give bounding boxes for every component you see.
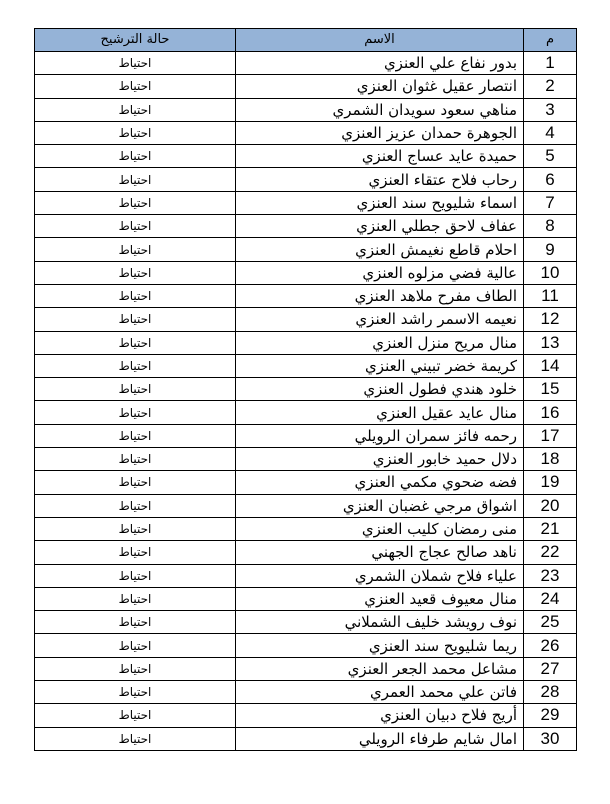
row-number: 4 <box>524 121 577 144</box>
row-number: 19 <box>524 471 577 494</box>
row-name: رحاب فلاح عتقاء العنزي <box>236 168 524 191</box>
row-number: 26 <box>524 634 577 657</box>
row-number: 24 <box>524 587 577 610</box>
row-number: 23 <box>524 564 577 587</box>
row-number: 29 <box>524 704 577 727</box>
table-row <box>35 121 577 144</box>
row-status: احتياط <box>35 238 236 261</box>
row-status: احتياط <box>35 145 236 168</box>
row-number: 16 <box>524 401 577 424</box>
row-name: عفاف لاحق جطلي العنزي <box>236 215 524 238</box>
table-row <box>35 494 577 517</box>
row-name: كريمة خضر تبيني العنزي <box>236 354 524 377</box>
row-status: احتياط <box>35 52 236 75</box>
header-name: الاسم <box>236 29 524 52</box>
row-name: فضه ضحوي مكمي العنزي <box>236 471 524 494</box>
table-row <box>35 52 577 75</box>
table-row <box>35 471 577 494</box>
table-row <box>35 541 577 564</box>
row-number: 12 <box>524 308 577 331</box>
table-row <box>35 238 577 261</box>
row-status: احتياط <box>35 215 236 238</box>
row-number: 14 <box>524 354 577 377</box>
row-name: مناهي سعود سويدان الشمري <box>236 98 524 121</box>
row-name: عالية فضي مزلوه العنزي <box>236 261 524 284</box>
table-row <box>35 564 577 587</box>
row-number: 21 <box>524 517 577 540</box>
table-row <box>35 308 577 331</box>
table-row <box>35 191 577 214</box>
row-number: 3 <box>524 98 577 121</box>
header-status: حالة الترشيح <box>35 29 236 52</box>
row-name: انتصار عقيل غثوان العنزي <box>236 75 524 98</box>
row-status: احتياط <box>35 587 236 610</box>
table-row <box>35 354 577 377</box>
table-row <box>35 215 577 238</box>
row-status: احتياط <box>35 308 236 331</box>
table-row <box>35 587 577 610</box>
row-status: احتياط <box>35 401 236 424</box>
row-name: رحمه فائز سمران الرويلي <box>236 424 524 447</box>
table-row <box>35 448 577 471</box>
table-row <box>35 634 577 657</box>
row-name: احلام قاطع نغيمش العنزي <box>236 238 524 261</box>
row-status: احتياط <box>35 681 236 704</box>
row-number: 17 <box>524 424 577 447</box>
candidates-table-wrapper <box>34 28 576 751</box>
row-number: 6 <box>524 168 577 191</box>
row-status: احتياط <box>35 657 236 680</box>
row-name: خلود هندي فطول العنزي <box>236 378 524 401</box>
row-name: الجوهرة حمدان عزيز العنزي <box>236 121 524 144</box>
row-number: 25 <box>524 611 577 634</box>
row-status: احتياط <box>35 471 236 494</box>
row-name: اشواق مرجي غضبان العنزي <box>236 494 524 517</box>
table-row <box>35 611 577 634</box>
table-row <box>35 657 577 680</box>
row-number: 27 <box>524 657 577 680</box>
row-status: احتياط <box>35 284 236 307</box>
table-row <box>35 75 577 98</box>
row-name: الطاف مفرح ملاهد العنزي <box>236 284 524 307</box>
row-status: احتياط <box>35 378 236 401</box>
row-number: 15 <box>524 378 577 401</box>
row-name: منال معيوف قعيد العنزي <box>236 587 524 610</box>
table-row <box>35 378 577 401</box>
table-row <box>35 261 577 284</box>
row-number: 22 <box>524 541 577 564</box>
row-number: 2 <box>524 75 577 98</box>
table-row <box>35 284 577 307</box>
table-row <box>35 145 577 168</box>
row-status: احتياط <box>35 727 236 750</box>
row-number: 30 <box>524 727 577 750</box>
row-number: 7 <box>524 191 577 214</box>
row-status: احتياط <box>35 424 236 447</box>
row-name: بدور نفاع علي العنزي <box>236 52 524 75</box>
table-row <box>35 727 577 750</box>
table-header-row <box>35 29 577 52</box>
row-number: 18 <box>524 448 577 471</box>
row-status: احتياط <box>35 261 236 284</box>
row-name: ناهد صالح عجاج الجهني <box>236 541 524 564</box>
row-status: احتياط <box>35 448 236 471</box>
row-number: 9 <box>524 238 577 261</box>
row-name: دلال حميد خابور العنزي <box>236 448 524 471</box>
row-name: ريما شليويح سند العنزي <box>236 634 524 657</box>
row-name: أريج فلاح دبيان العنزي <box>236 704 524 727</box>
row-number: 1 <box>524 52 577 75</box>
header-number: م <box>524 29 577 52</box>
row-name: نوف رويشد خليف الشملاني <box>236 611 524 634</box>
row-status: احتياط <box>35 354 236 377</box>
row-number: 8 <box>524 215 577 238</box>
row-name: امال شايم طرفاء الرويلي <box>236 727 524 750</box>
row-name: اسماء شليويح سند العنزي <box>236 191 524 214</box>
row-name: منال عايد عقيل العنزي <box>236 401 524 424</box>
table-row <box>35 424 577 447</box>
row-status: احتياط <box>35 494 236 517</box>
row-name: منى رمضان كليب العنزي <box>236 517 524 540</box>
candidates-table <box>34 28 577 751</box>
row-status: احتياط <box>35 541 236 564</box>
row-number: 28 <box>524 681 577 704</box>
row-status: احتياط <box>35 168 236 191</box>
table-body <box>35 52 577 751</box>
row-number: 5 <box>524 145 577 168</box>
row-name: نعيمه الاسمر راشد العنزي <box>236 308 524 331</box>
row-status: احتياط <box>35 191 236 214</box>
table-row <box>35 168 577 191</box>
row-status: احتياط <box>35 634 236 657</box>
row-status: احتياط <box>35 611 236 634</box>
row-status: احتياط <box>35 564 236 587</box>
row-name: حميدة عايد عساج العنزي <box>236 145 524 168</box>
row-number: 20 <box>524 494 577 517</box>
row-status: احتياط <box>35 121 236 144</box>
row-number: 13 <box>524 331 577 354</box>
row-name: مشاعل محمد الجعر العنزي <box>236 657 524 680</box>
row-name: علياء فلاح شملان الشمري <box>236 564 524 587</box>
row-status: احتياط <box>35 98 236 121</box>
row-status: احتياط <box>35 331 236 354</box>
row-name: منال مريح منزل العنزي <box>236 331 524 354</box>
table-row <box>35 98 577 121</box>
row-status: احتياط <box>35 75 236 98</box>
row-number: 11 <box>524 284 577 307</box>
table-row <box>35 331 577 354</box>
row-status: احتياط <box>35 517 236 540</box>
row-name: فاتن علي محمد العمري <box>236 681 524 704</box>
table-row <box>35 681 577 704</box>
row-status: احتياط <box>35 704 236 727</box>
table-row <box>35 401 577 424</box>
table-row <box>35 704 577 727</box>
row-number: 10 <box>524 261 577 284</box>
table-row <box>35 517 577 540</box>
